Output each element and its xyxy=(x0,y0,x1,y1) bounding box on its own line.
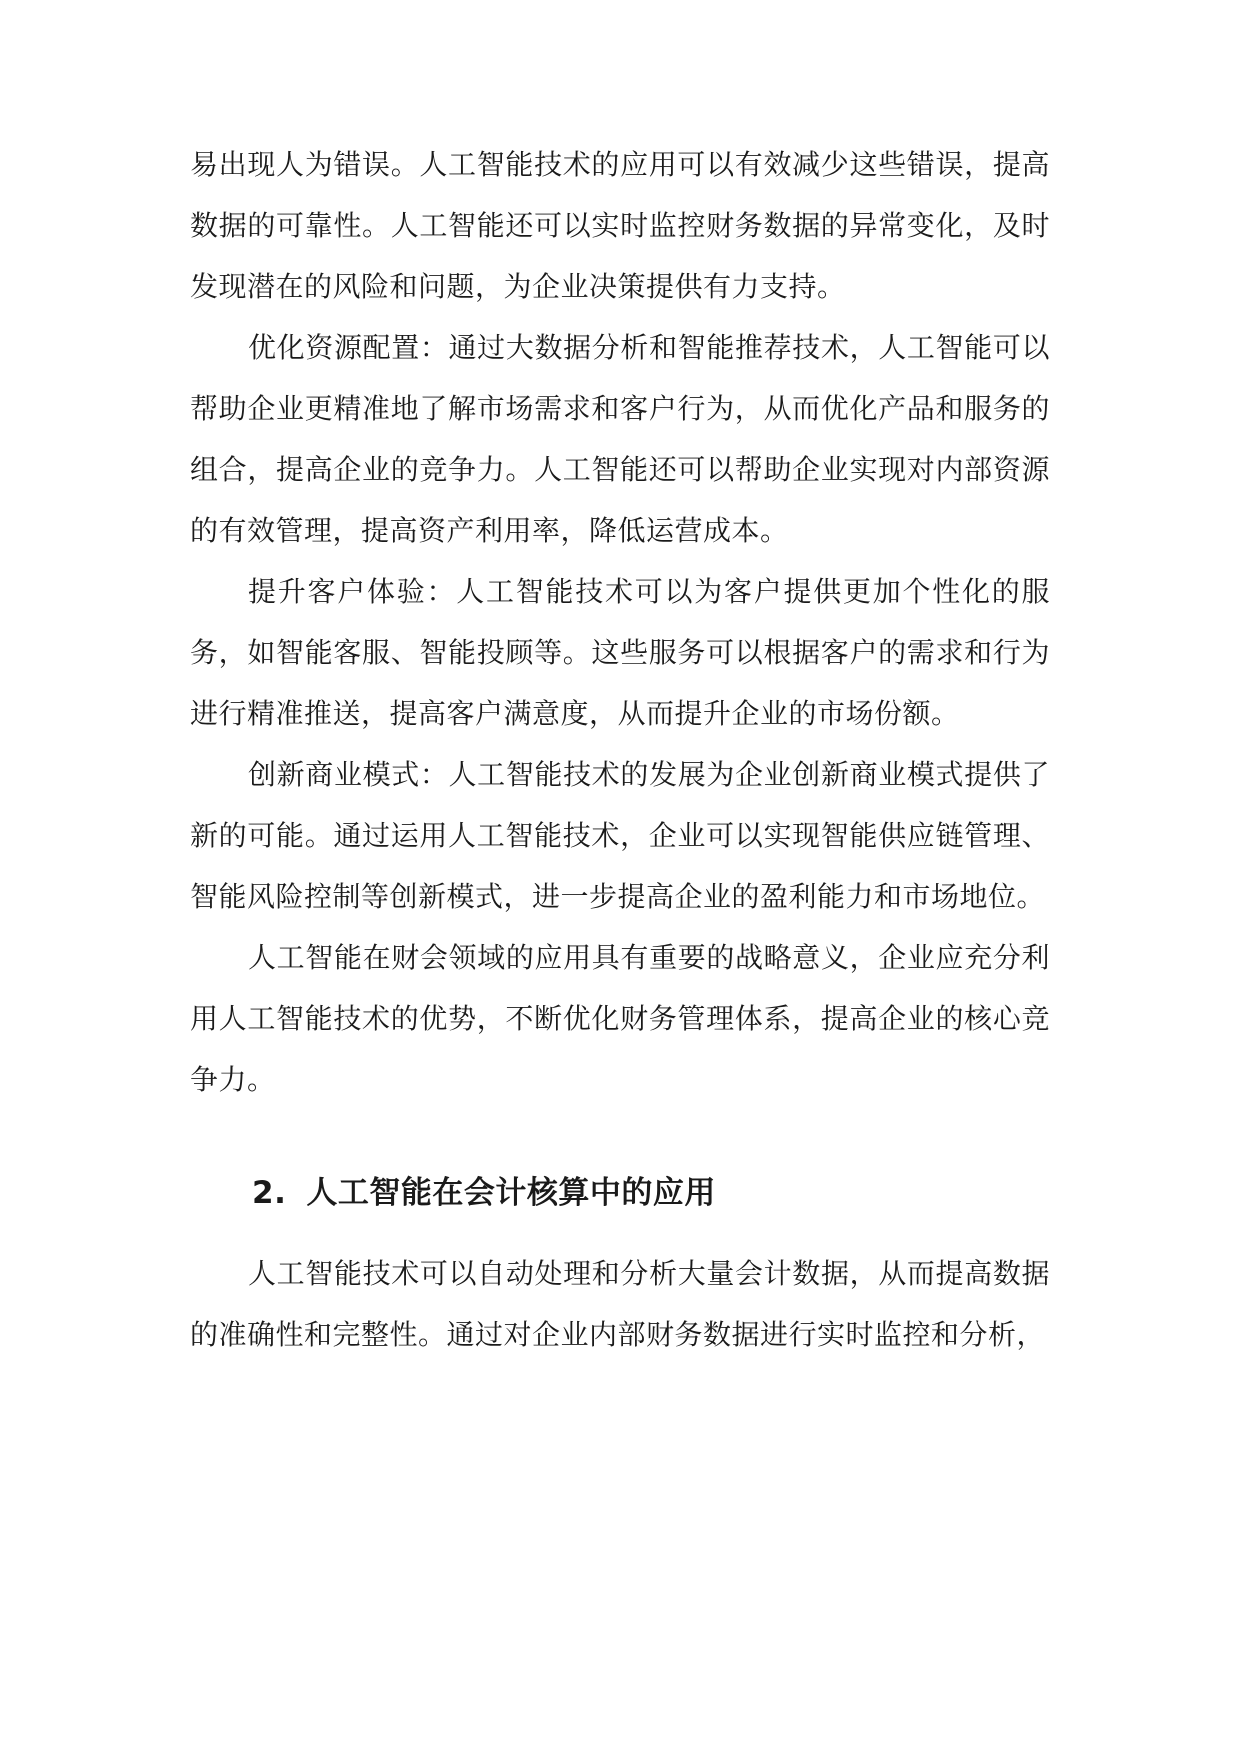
section-heading xyxy=(190,1163,1050,1223)
section-number: 2. xyxy=(252,1175,287,1211)
paragraph-resource-allocation: 优化资源配置：通过大数据分析和智能推荐技术，人工智能可以帮助企业更精准地了解市场需求和客户行为，从而优化产品和服务的组合，提高企业的竞争力。人工智能还可以帮助企业实现对内部资源的有效管理，提高资产利用率，降低运营成本。 xyxy=(190,331,1050,547)
paragraph-customer-experience: 提升客户体验：人工智能技术可以为客户提供更加个性化的服务，如智能客服、智能投顾等。这些服务可以根据客户的需求和行为进行精准推送，提高客户满意度，从而提升企业的市场份额。 xyxy=(190,575,1050,730)
section-title: 人工智能在会计核算中的应用 xyxy=(306,1175,716,1211)
paragraph-accounting-intro: 人工智能技术可以自动处理和分析大量会计数据，从而提高数据的准确性和完整性。通过对企业内部财务数据进行实时监控和分析， xyxy=(190,1257,1050,1351)
paragraph-business-model: 创新商业模式：人工智能技术的发展为企业创新商业模式提供了新的可能。通过运用人工智能技术，企业可以实现智能供应链管理、智能风险控制等创新模式，进一步提高企业的盈利能力和市场地位。 xyxy=(190,758,1050,913)
paragraph-strategic-significance: 人工智能在财会领域的应用具有重要的战略意义，企业应充分利用人工智能技术的优势，不断优化财务管理体系，提高企业的核心竞争力。 xyxy=(190,941,1050,1096)
document-body xyxy=(190,134,1050,1365)
paragraph-continuation: 易出现人为错误。人工智能技术的应用可以有效减少这些错误，提高数据的可靠性。人工智能还可以实时监控财务数据的异常变化，及时发现潜在的风险和问题，为企业决策提供有力支持。 xyxy=(190,148,1050,303)
